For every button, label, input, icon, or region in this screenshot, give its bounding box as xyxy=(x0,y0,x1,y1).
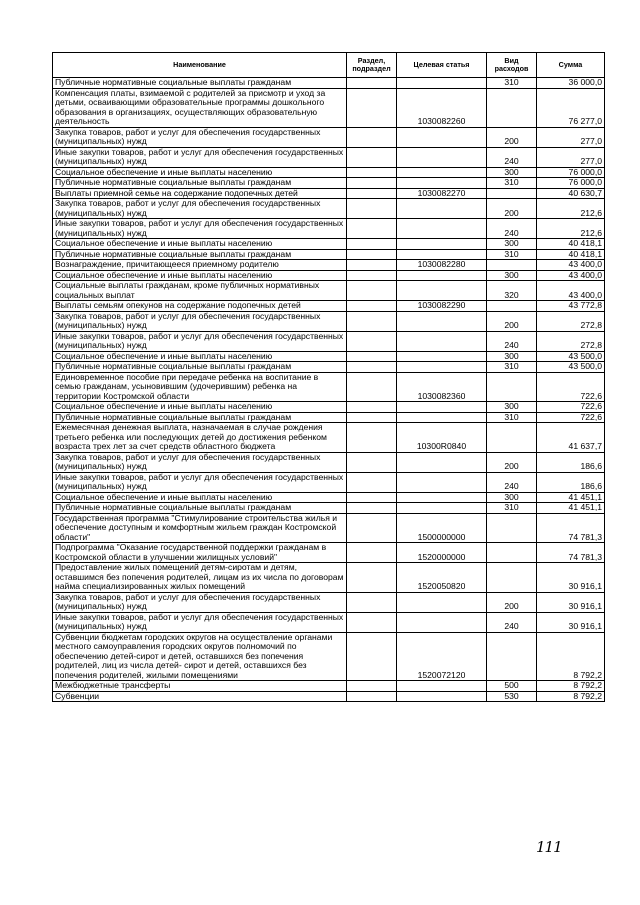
cell-name: Государственная программа "Стимулирование строительства жилья и обеспечение доступным и комфортным жильем граждан Костромской области" xyxy=(53,513,347,543)
cell-sum: 40 630,7 xyxy=(537,188,605,199)
header-section: Раздел, подраздел xyxy=(347,53,397,78)
cell-target: 1030082270 xyxy=(397,188,487,199)
table-row xyxy=(53,543,605,563)
cell-sum: 43 400,0 xyxy=(537,281,605,301)
cell-kind: 300 xyxy=(487,167,537,178)
cell-target xyxy=(397,351,487,362)
table-row xyxy=(53,331,605,351)
table-row xyxy=(53,681,605,692)
cell-kind xyxy=(487,563,537,593)
cell-sum: 186,6 xyxy=(537,472,605,492)
cell-kind: 300 xyxy=(487,270,537,281)
table-body xyxy=(53,78,605,702)
cell-name: Социальное обеспечение и иные выплаты населению xyxy=(53,239,347,250)
cell-target xyxy=(397,402,487,413)
cell-name: Социальные выплаты гражданам, кроме публичных нормативных социальных выплат xyxy=(53,281,347,301)
cell-kind: 200 xyxy=(487,127,537,147)
cell-section xyxy=(347,681,397,692)
cell-section xyxy=(347,632,397,681)
table-row xyxy=(53,178,605,189)
cell-kind: 310 xyxy=(487,249,537,260)
cell-name: Выплаты приемной семье на содержание подопечных детей xyxy=(53,188,347,199)
cell-target xyxy=(397,311,487,331)
cell-name: Закупка товаров, работ и услуг для обеспечения государственных (муниципальных) нужд xyxy=(53,311,347,331)
budget-table xyxy=(52,52,605,702)
cell-section xyxy=(347,423,397,453)
cell-kind xyxy=(487,301,537,312)
cell-section xyxy=(347,199,397,219)
cell-section xyxy=(347,178,397,189)
page-number: 111 xyxy=(536,838,562,856)
cell-section xyxy=(347,167,397,178)
cell-name: Единовременное пособие при передаче ребенка на воспитание в семью гражданам, усыновившим (удочерившим) ребенка на территории Костромской области xyxy=(53,372,347,402)
table-row xyxy=(53,199,605,219)
table-row xyxy=(53,127,605,147)
cell-name: Выплаты семьям опекунов на содержание подопечных детей xyxy=(53,301,347,312)
cell-kind: 240 xyxy=(487,219,537,239)
cell-sum: 30 916,1 xyxy=(537,612,605,632)
cell-section xyxy=(347,219,397,239)
cell-sum: 277,0 xyxy=(537,147,605,167)
cell-kind: 300 xyxy=(487,492,537,503)
cell-kind: 200 xyxy=(487,452,537,472)
table-row xyxy=(53,503,605,514)
cell-name: Ежемесячная денежная выплата, назначаемая в случае рождения третьего ребенка или последующих детей до достижения ребенком возраста трех лет за счет средств областного бюджета xyxy=(53,423,347,453)
cell-sum: 43 772,8 xyxy=(537,301,605,312)
cell-sum: 76 000,0 xyxy=(537,167,605,178)
cell-section xyxy=(347,127,397,147)
table-row xyxy=(53,239,605,250)
cell-section xyxy=(347,592,397,612)
cell-section xyxy=(347,612,397,632)
cell-target xyxy=(397,331,487,351)
cell-section xyxy=(347,88,397,127)
cell-target xyxy=(397,219,487,239)
cell-kind: 200 xyxy=(487,199,537,219)
cell-kind: 310 xyxy=(487,178,537,189)
cell-target xyxy=(397,412,487,423)
cell-target xyxy=(397,270,487,281)
table-row xyxy=(53,362,605,373)
cell-target: 10300R0840 xyxy=(397,423,487,453)
table-row xyxy=(53,492,605,503)
cell-section xyxy=(347,691,397,702)
cell-name: Иные закупки товаров, работ и услуг для обеспечения государственных (муниципальных) нужд xyxy=(53,147,347,167)
cell-sum: 74 781,3 xyxy=(537,513,605,543)
cell-kind: 200 xyxy=(487,592,537,612)
cell-target xyxy=(397,127,487,147)
cell-sum: 41 451,1 xyxy=(537,492,605,503)
cell-sum: 40 418,1 xyxy=(537,249,605,260)
table-row xyxy=(53,402,605,413)
cell-target: 1030082290 xyxy=(397,301,487,312)
cell-sum: 30 916,1 xyxy=(537,563,605,593)
cell-sum: 41 637,7 xyxy=(537,423,605,453)
cell-section xyxy=(347,452,397,472)
cell-sum: 8 792,2 xyxy=(537,632,605,681)
table-row xyxy=(53,612,605,632)
table-row xyxy=(53,412,605,423)
header-name: Наименование xyxy=(53,53,347,78)
cell-name: Иные закупки товаров, работ и услуг для обеспечения государственных (муниципальных) нужд xyxy=(53,472,347,492)
cell-kind xyxy=(487,513,537,543)
cell-section xyxy=(347,78,397,89)
cell-kind: 240 xyxy=(487,147,537,167)
header-kind: Вид расходов xyxy=(487,53,537,78)
table-row xyxy=(53,563,605,593)
cell-target xyxy=(397,199,487,219)
cell-target: 1030082260 xyxy=(397,88,487,127)
cell-name: Межбюджетные трансферты xyxy=(53,681,347,692)
cell-section xyxy=(347,188,397,199)
cell-kind xyxy=(487,260,537,271)
table-row xyxy=(53,311,605,331)
table-row xyxy=(53,691,605,702)
header-target: Целевая статья xyxy=(397,53,487,78)
table-row xyxy=(53,472,605,492)
table-row xyxy=(53,219,605,239)
cell-target xyxy=(397,681,487,692)
cell-section xyxy=(347,301,397,312)
cell-kind: 240 xyxy=(487,612,537,632)
cell-sum: 43 400,0 xyxy=(537,260,605,271)
cell-kind xyxy=(487,88,537,127)
cell-sum: 722,6 xyxy=(537,402,605,413)
table-row xyxy=(53,88,605,127)
table-row xyxy=(53,632,605,681)
cell-section xyxy=(347,563,397,593)
table-row xyxy=(53,167,605,178)
table-header xyxy=(53,53,605,78)
cell-name: Закупка товаров, работ и услуг для обеспечения государственных (муниципальных) нужд xyxy=(53,199,347,219)
cell-sum: 212,6 xyxy=(537,199,605,219)
budget-page xyxy=(52,52,604,702)
cell-kind: 300 xyxy=(487,239,537,250)
cell-kind: 530 xyxy=(487,691,537,702)
cell-kind: 240 xyxy=(487,472,537,492)
cell-name: Социальное обеспечение и иные выплаты населению xyxy=(53,402,347,413)
cell-sum: 272,8 xyxy=(537,311,605,331)
table-row xyxy=(53,78,605,89)
cell-target: 1520000000 xyxy=(397,543,487,563)
cell-kind xyxy=(487,423,537,453)
cell-target xyxy=(397,452,487,472)
cell-section xyxy=(347,543,397,563)
cell-kind: 300 xyxy=(487,351,537,362)
cell-target xyxy=(397,178,487,189)
cell-name: Субвенции xyxy=(53,691,347,702)
cell-name: Компенсация платы, взимаемой с родителей за присмотр и уход за детьми, осваивающими образовательные программы дошкольного образования в организациях, осуществляющих образовательную деятельность xyxy=(53,88,347,127)
cell-target: 1030082280 xyxy=(397,260,487,271)
header-sum: Сумма xyxy=(537,53,605,78)
cell-name: Социальное обеспечение и иные выплаты населению xyxy=(53,351,347,362)
cell-sum: 76 277,0 xyxy=(537,88,605,127)
table-row xyxy=(53,260,605,271)
cell-sum: 212,6 xyxy=(537,219,605,239)
cell-kind: 300 xyxy=(487,402,537,413)
cell-name: Социальное обеспечение и иные выплаты населению xyxy=(53,167,347,178)
cell-name: Иные закупки товаров, работ и услуг для обеспечения государственных (муниципальных) нужд xyxy=(53,612,347,632)
cell-section xyxy=(347,351,397,362)
cell-sum: 272,8 xyxy=(537,331,605,351)
cell-sum: 36 000,0 xyxy=(537,78,605,89)
cell-name: Закупка товаров, работ и услуг для обеспечения государственных (муниципальных) нужд xyxy=(53,452,347,472)
cell-section xyxy=(347,412,397,423)
cell-target xyxy=(397,239,487,250)
cell-target xyxy=(397,167,487,178)
cell-name: Публичные нормативные социальные выплаты гражданам xyxy=(53,78,347,89)
cell-target xyxy=(397,612,487,632)
table-row xyxy=(53,147,605,167)
table-row xyxy=(53,452,605,472)
cell-section xyxy=(347,472,397,492)
cell-section xyxy=(347,239,397,250)
cell-sum: 40 418,1 xyxy=(537,239,605,250)
cell-target xyxy=(397,472,487,492)
cell-sum: 186,6 xyxy=(537,452,605,472)
cell-name: Социальное обеспечение и иные выплаты населению xyxy=(53,270,347,281)
cell-target xyxy=(397,362,487,373)
cell-section xyxy=(347,492,397,503)
cell-target xyxy=(397,281,487,301)
cell-sum: 30 916,1 xyxy=(537,592,605,612)
cell-section xyxy=(347,362,397,373)
cell-sum: 8 792,2 xyxy=(537,691,605,702)
cell-target: 1520072120 xyxy=(397,632,487,681)
cell-target xyxy=(397,78,487,89)
cell-name: Иные закупки товаров, работ и услуг для обеспечения государственных (муниципальных) нужд xyxy=(53,219,347,239)
table-row xyxy=(53,592,605,612)
cell-target: 1500000000 xyxy=(397,513,487,543)
cell-target xyxy=(397,592,487,612)
header-row xyxy=(53,53,605,78)
cell-sum: 43 500,0 xyxy=(537,362,605,373)
cell-sum: 74 781,3 xyxy=(537,543,605,563)
cell-name: Социальное обеспечение и иные выплаты населению xyxy=(53,492,347,503)
table-row xyxy=(53,372,605,402)
cell-kind: 500 xyxy=(487,681,537,692)
cell-name: Публичные нормативные социальные выплаты гражданам xyxy=(53,412,347,423)
cell-name: Вознаграждение, причитающееся приемному родителю xyxy=(53,260,347,271)
cell-name: Закупка товаров, работ и услуг для обеспечения государственных (муниципальных) нужд xyxy=(53,127,347,147)
cell-section xyxy=(347,402,397,413)
cell-section xyxy=(347,331,397,351)
cell-section xyxy=(347,281,397,301)
cell-name: Публичные нормативные социальные выплаты гражданам xyxy=(53,249,347,260)
cell-sum: 43 400,0 xyxy=(537,270,605,281)
cell-target: 1030082360 xyxy=(397,372,487,402)
cell-sum: 41 451,1 xyxy=(537,503,605,514)
table-row xyxy=(53,281,605,301)
cell-kind xyxy=(487,372,537,402)
cell-section xyxy=(347,249,397,260)
cell-target xyxy=(397,147,487,167)
cell-kind: 200 xyxy=(487,311,537,331)
cell-name: Публичные нормативные социальные выплаты гражданам xyxy=(53,362,347,373)
table-row xyxy=(53,423,605,453)
cell-kind xyxy=(487,632,537,681)
cell-name: Подпрограмма "Оказание государственной поддержки гражданам в Костромской области в улучшении жилищных условий" xyxy=(53,543,347,563)
cell-kind: 310 xyxy=(487,503,537,514)
cell-section xyxy=(347,260,397,271)
cell-section xyxy=(347,513,397,543)
cell-target xyxy=(397,691,487,702)
cell-name: Иные закупки товаров, работ и услуг для обеспечения государственных (муниципальных) нужд xyxy=(53,331,347,351)
cell-kind xyxy=(487,543,537,563)
cell-sum: 76 000,0 xyxy=(537,178,605,189)
cell-sum: 43 500,0 xyxy=(537,351,605,362)
table-row xyxy=(53,270,605,281)
cell-section xyxy=(347,503,397,514)
cell-sum: 8 792,2 xyxy=(537,681,605,692)
cell-kind: 240 xyxy=(487,331,537,351)
table-row xyxy=(53,513,605,543)
cell-section xyxy=(347,311,397,331)
cell-sum: 722,6 xyxy=(537,412,605,423)
cell-kind: 320 xyxy=(487,281,537,301)
table-row xyxy=(53,351,605,362)
cell-name: Предоставление жилых помещений детям-сиротам и детям, оставшимся без попечения родителей, лицам из их числа по договорам найма специализированных жилых помещений xyxy=(53,563,347,593)
cell-section xyxy=(347,147,397,167)
cell-sum: 277,0 xyxy=(537,127,605,147)
table-row xyxy=(53,249,605,260)
cell-section xyxy=(347,270,397,281)
cell-section xyxy=(347,372,397,402)
cell-target xyxy=(397,503,487,514)
cell-kind: 310 xyxy=(487,362,537,373)
cell-name: Публичные нормативные социальные выплаты гражданам xyxy=(53,178,347,189)
cell-kind: 310 xyxy=(487,412,537,423)
cell-sum: 722,6 xyxy=(537,372,605,402)
table-row xyxy=(53,188,605,199)
cell-kind xyxy=(487,188,537,199)
cell-target xyxy=(397,492,487,503)
cell-name: Субвенции бюджетам городских округов на осуществление органами местного самоуправления городских округов полномочий по обеспечению детей-сирот и детей, оставшихся без попечения родителей, лиц из числа детей- сирот и детей, оставшихся без попечения родителей, жилыми помещениями xyxy=(53,632,347,681)
cell-kind: 310 xyxy=(487,78,537,89)
cell-target: 1520050820 xyxy=(397,563,487,593)
table-row xyxy=(53,301,605,312)
cell-name: Закупка товаров, работ и услуг для обеспечения государственных (муниципальных) нужд xyxy=(53,592,347,612)
cell-name: Публичные нормативные социальные выплаты гражданам xyxy=(53,503,347,514)
cell-target xyxy=(397,249,487,260)
